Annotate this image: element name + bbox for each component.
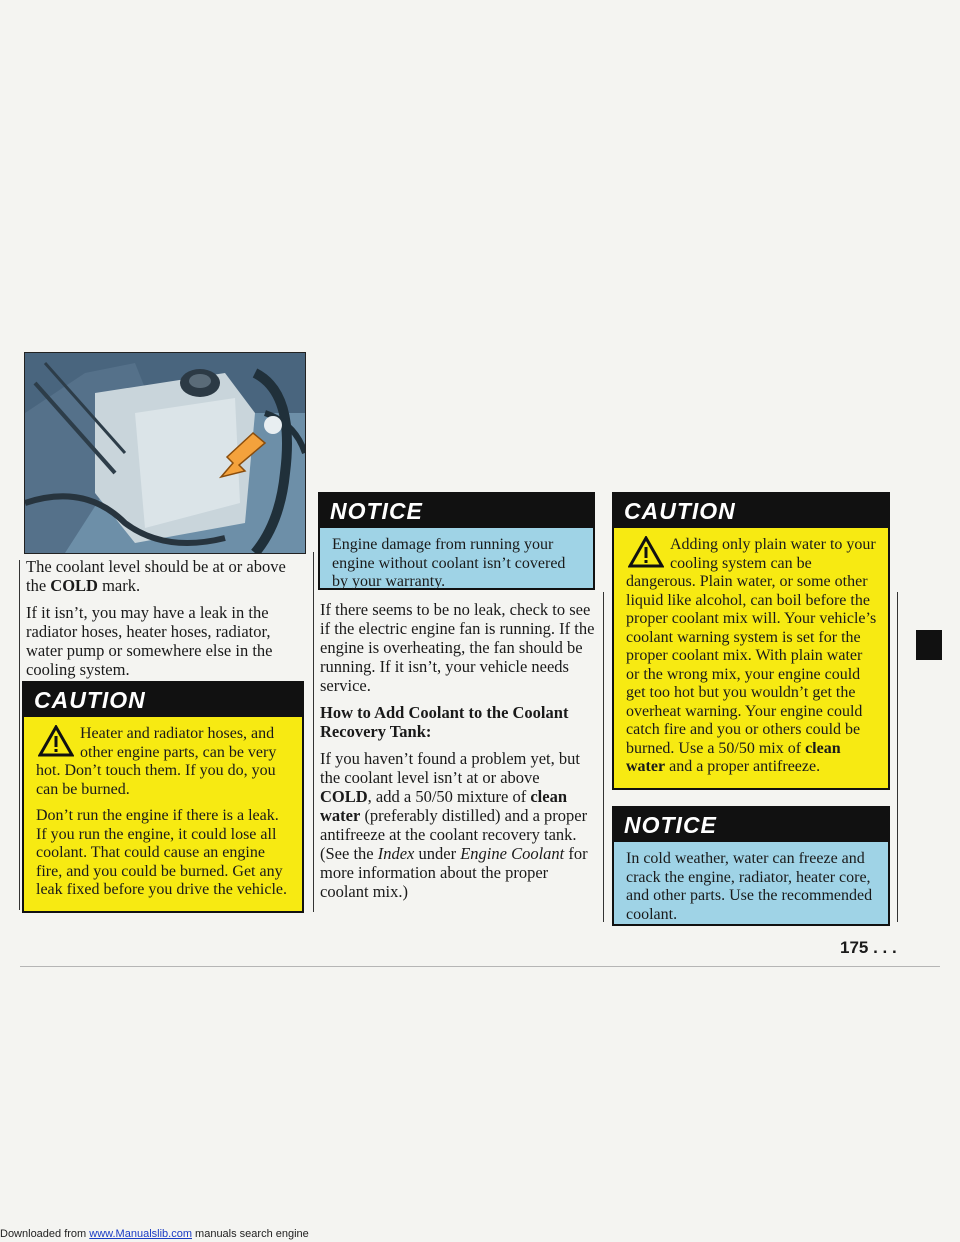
page-number: 175 . . . bbox=[840, 938, 897, 957]
add-coolant-heading: How to Add Coolant to the Coolant Recovery Tank: bbox=[320, 703, 569, 741]
column-rule bbox=[897, 592, 898, 922]
page-bottom-rule bbox=[20, 966, 940, 967]
caution-title: CAUTION bbox=[24, 683, 302, 717]
notice-box-cold-weather bbox=[612, 806, 890, 926]
leak-paragraph: If it isn’t, you may have a leak in the radiator hoses, heater hoses, radiator, water pump or somewhere else in the cooling system. bbox=[26, 603, 273, 679]
coolant-level-paragraph: The coolant level should be at or above the COLD mark. bbox=[26, 557, 286, 595]
notice-title: NOTICE bbox=[614, 808, 888, 842]
caution-hot-parts-text: Heater and radiator hoses, and other engine parts, can be very hot. Don’t touch them. If you do, you can be burned. bbox=[36, 725, 277, 798]
caution-box-plain-water bbox=[612, 492, 890, 790]
caution-plain-water-text: Adding only plain water to your cooling system can be dangerous. Plain water, or some other liquid like alcohol, can boil before the proper coolant mix will. Your vehicle’s coolant warning system is set for the proper coolant mix. With plain water or the wrong mix, your engine could get too hot but you wouldn’t get the overheat warning. Your engine could catch fire and you or others could be burned. Use a 50/50 mix of clean water and a proper antifreeze. bbox=[626, 536, 877, 775]
caution-leak-text: Don’t run the engine if there is a leak. If you run the engine, it could lose all coolant. That could cause an engine fire, and you could be burned. Get any leak fixed before you drive the vehicle. bbox=[36, 807, 287, 898]
caution-title: CAUTION bbox=[614, 494, 888, 528]
notice-warranty-text: Engine damage from running your engine without coolant isn’t covered by your warranty. bbox=[332, 536, 566, 590]
section-tab-marker bbox=[916, 630, 942, 660]
manualslib-link[interactable]: www.Manualslib.com bbox=[89, 1228, 192, 1240]
caution-box-hot-parts bbox=[22, 681, 304, 913]
col1-text bbox=[26, 557, 302, 687]
notice-box-warranty bbox=[318, 492, 595, 590]
notice-cold-weather-text: In cold weather, water can freeze and crack the engine, radiator, heater core, and other parts. Use the recommended coolant. bbox=[626, 850, 873, 923]
add-coolant-paragraph: If you haven’t found a problem yet, but the coolant level isn’t at or above COLD, add a 50/50 mixture of clean water (preferably distilled) and a proper antifreeze at the coolant recovery tank. (See the Index under Engine Coolant for more information about the proper coolant mix.) bbox=[320, 749, 588, 901]
coolant-tank-photo bbox=[24, 352, 306, 554]
warning-triangle-icon bbox=[628, 536, 664, 568]
column-rule bbox=[19, 560, 20, 910]
column-rule bbox=[603, 592, 604, 922]
col2-text bbox=[320, 600, 595, 909]
notice-title: NOTICE bbox=[320, 494, 593, 528]
column-rule bbox=[313, 552, 314, 912]
warning-triangle-icon bbox=[38, 725, 74, 757]
fan-check-paragraph: If there seems to be no leak, check to see if the electric engine fan is running. If the engine is overheating, the fan should be running. If it isn’t, your vehicle needs service. bbox=[320, 600, 595, 695]
download-footer: Downloaded from www.Manualslib.com manuals search engine bbox=[0, 1228, 309, 1240]
